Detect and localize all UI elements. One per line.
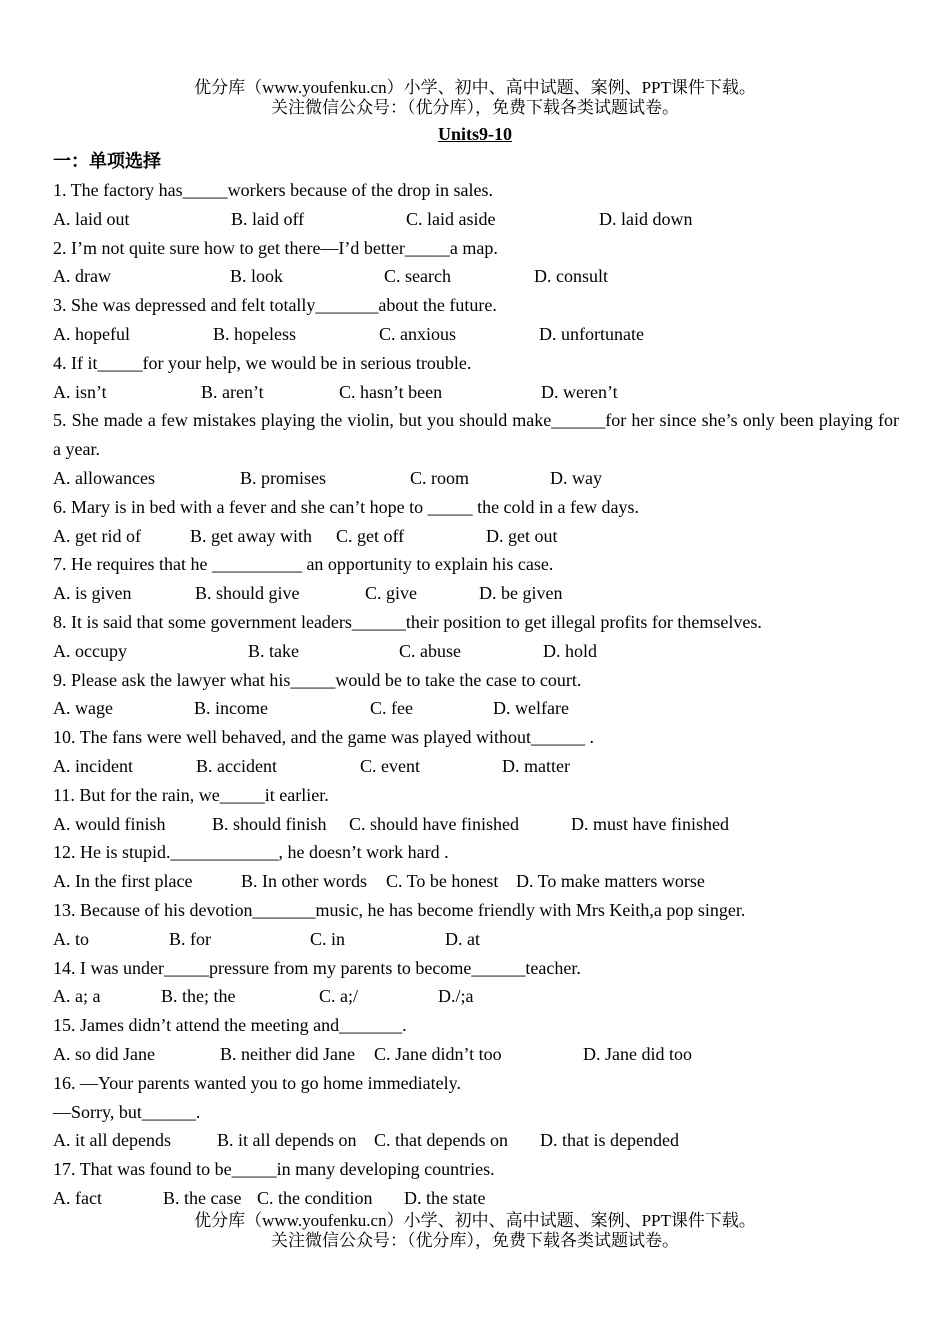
option-d: D. hold: [543, 640, 597, 661]
option-d: D. Jane did too: [583, 1043, 692, 1064]
question-options: [53, 1040, 899, 1069]
option-b: B. take: [248, 640, 299, 661]
option-b: B. for: [169, 928, 211, 949]
question-stem: 6. Mary is in bed with a fever and she can’t hope to _____ the cold in a few days.: [53, 496, 640, 517]
option-c: C. anxious: [379, 323, 457, 344]
option-a: A. would finish: [53, 813, 166, 834]
option-a: A. it all depends: [53, 1130, 171, 1151]
option-b: B. should give: [195, 583, 300, 604]
question-options: [53, 810, 899, 839]
option-c: C. give: [365, 583, 417, 604]
footer-line-1: 优分库（www.youfenku.cn）小学、初中、高中试题、案例、PPT课件下载。: [194, 1211, 756, 1230]
question-options: [53, 867, 899, 896]
option-a: A. In the first place: [53, 871, 193, 892]
question-options: [53, 1184, 899, 1213]
option-a: A. hopeful: [53, 323, 130, 344]
question-options: [53, 694, 899, 723]
option-a: A. a; a: [53, 986, 101, 1007]
question-stem: 17. That was found to be_____in many developing countries.: [53, 1159, 495, 1180]
question-stem: 10. The fans were well behaved, and the game was played without______ .: [53, 727, 595, 748]
question-options: [53, 205, 899, 234]
option-a: A. draw: [53, 266, 111, 287]
option-a: A. fact: [53, 1187, 102, 1208]
option-c: C. get off: [336, 525, 405, 546]
option-d: D. weren’t: [541, 381, 618, 402]
option-a: A. to: [53, 928, 89, 949]
question-stem: 1. The factory has_____workers because of the drop in sales.: [53, 180, 494, 200]
question-options: [53, 925, 899, 954]
option-c: C. should have finished: [349, 813, 519, 834]
option-c: C. abuse: [399, 640, 461, 661]
option-c: C. fee: [370, 698, 413, 719]
option-c: C. that depends on: [374, 1130, 508, 1151]
option-c: C. hasn’t been: [339, 381, 443, 402]
option-b: B. promises: [240, 467, 327, 488]
question-options: [53, 579, 899, 608]
option-c: C. Jane didn’t too: [374, 1043, 502, 1064]
question-stem: 7. He requires that he __________ an opportunity to explain his case.: [53, 554, 554, 575]
question-options: [53, 522, 899, 551]
question-stem: 11. But for the rain, we_____it earlier.: [53, 784, 329, 805]
option-b: B. accident: [196, 755, 277, 776]
option-a: A. wage: [53, 698, 113, 719]
page-title: Units9-10: [437, 124, 512, 144]
question-options: [53, 982, 899, 1011]
option-c: C. the condition: [257, 1187, 373, 1208]
option-b: B. get away with: [190, 525, 312, 546]
option-d: D. To make matters worse: [516, 871, 705, 892]
option-d: D./;a: [438, 986, 474, 1007]
question-stem: 3. She was depressed and felt totally_______about the future.: [53, 295, 497, 316]
option-d: D. consult: [534, 266, 608, 287]
option-b: B. the case: [163, 1187, 242, 1208]
option-a: A. allowances: [53, 467, 155, 488]
option-d: D. that is depended: [540, 1130, 679, 1151]
question-options: [53, 320, 899, 349]
question-stem: 9. Please ask the lawyer what his_____would be to take the case to court.: [53, 669, 582, 690]
question-options: [53, 637, 899, 666]
option-d: D. the state: [404, 1187, 486, 1208]
option-b: B. the; the: [161, 986, 236, 1007]
question-stem: 12. He is stupid.____________, he doesn’t work hard .: [53, 842, 449, 863]
option-c: C. To be honest: [386, 871, 499, 892]
question-options: [53, 378, 899, 407]
option-d: D. way: [550, 467, 602, 488]
option-c: C. a;/: [319, 986, 358, 1007]
option-a: A. laid out: [53, 208, 130, 229]
option-a: A. get rid of: [53, 525, 141, 546]
question-stem: 16. —Your parents wanted you to go home immediately.: [53, 1072, 461, 1093]
question-list: [53, 176, 899, 1213]
question-stem: 2. I’m not quite sure how to get there—I’d better_____a map.: [53, 237, 498, 258]
option-a: A. is given: [53, 583, 132, 604]
option-b: B. look: [230, 266, 284, 287]
question-options: [53, 1126, 899, 1155]
footer-line-2: 关注微信公众号：（优分库），免费下载各类试题试卷。: [271, 1231, 679, 1250]
question-stem: 14. I was under_____pressure from my parents to become______teacher.: [53, 957, 581, 978]
option-d: D. get out: [486, 525, 558, 546]
option-c: C. event: [360, 755, 420, 776]
question-stem: 15. James didn’t attend the meeting and_______.: [53, 1015, 407, 1036]
option-c: C. search: [384, 266, 451, 287]
question-options: [53, 752, 899, 781]
option-b: B. In other words: [241, 871, 367, 892]
header-line-2: 关注微信公众号：（优分库），免费下载各类试题试卷。: [271, 98, 679, 117]
question-options: [53, 262, 899, 291]
option-d: D. must have finished: [571, 813, 729, 834]
option-d: D. matter: [502, 755, 570, 776]
option-c: C. in: [310, 928, 346, 949]
option-a: A. so did Jane: [53, 1043, 155, 1064]
option-b: B. hopeless: [213, 323, 296, 344]
question-stem: 8. It is said that some government leaders______their position to get illegal profits for themselves.: [53, 611, 762, 632]
option-b: B. should finish: [212, 813, 327, 834]
section-heading: 一：单项选择: [53, 151, 161, 171]
question-stem-reply: —Sorry, but______.: [53, 1101, 201, 1122]
option-c: C. laid aside: [406, 208, 496, 229]
option-a: A. occupy: [53, 640, 127, 661]
option-c: C. room: [410, 467, 470, 488]
option-d: D. be given: [479, 583, 563, 604]
option-b: B. it all depends on: [217, 1130, 357, 1151]
option-d: D. unfortunate: [539, 323, 644, 344]
option-b: B. neither did Jane: [220, 1043, 355, 1064]
option-a: A. isn’t: [53, 381, 107, 402]
option-d: D. laid down: [599, 208, 693, 229]
option-b: B. aren’t: [201, 381, 264, 402]
option-b: B. income: [194, 698, 268, 719]
question-stem: 5. She made a few mistakes playing the violin, but you should make______for her since she’s only been playing for a year.: [53, 410, 899, 460]
question-stem: 4. If it_____for your help, we would be in serious trouble.: [53, 352, 472, 373]
question-options: [53, 464, 899, 493]
option-d: D. at: [445, 928, 480, 949]
option-d: D. welfare: [493, 698, 569, 719]
question-stem: 13. Because of his devotion_______music, he has become friendly with Mrs Keith,a pop singer.: [53, 899, 746, 920]
option-b: B. laid off: [231, 208, 305, 229]
header-line-1: 优分库（www.youfenku.cn）小学、初中、高中试题、案例、PPT课件下载。: [194, 78, 756, 97]
option-a: A. incident: [53, 755, 133, 776]
